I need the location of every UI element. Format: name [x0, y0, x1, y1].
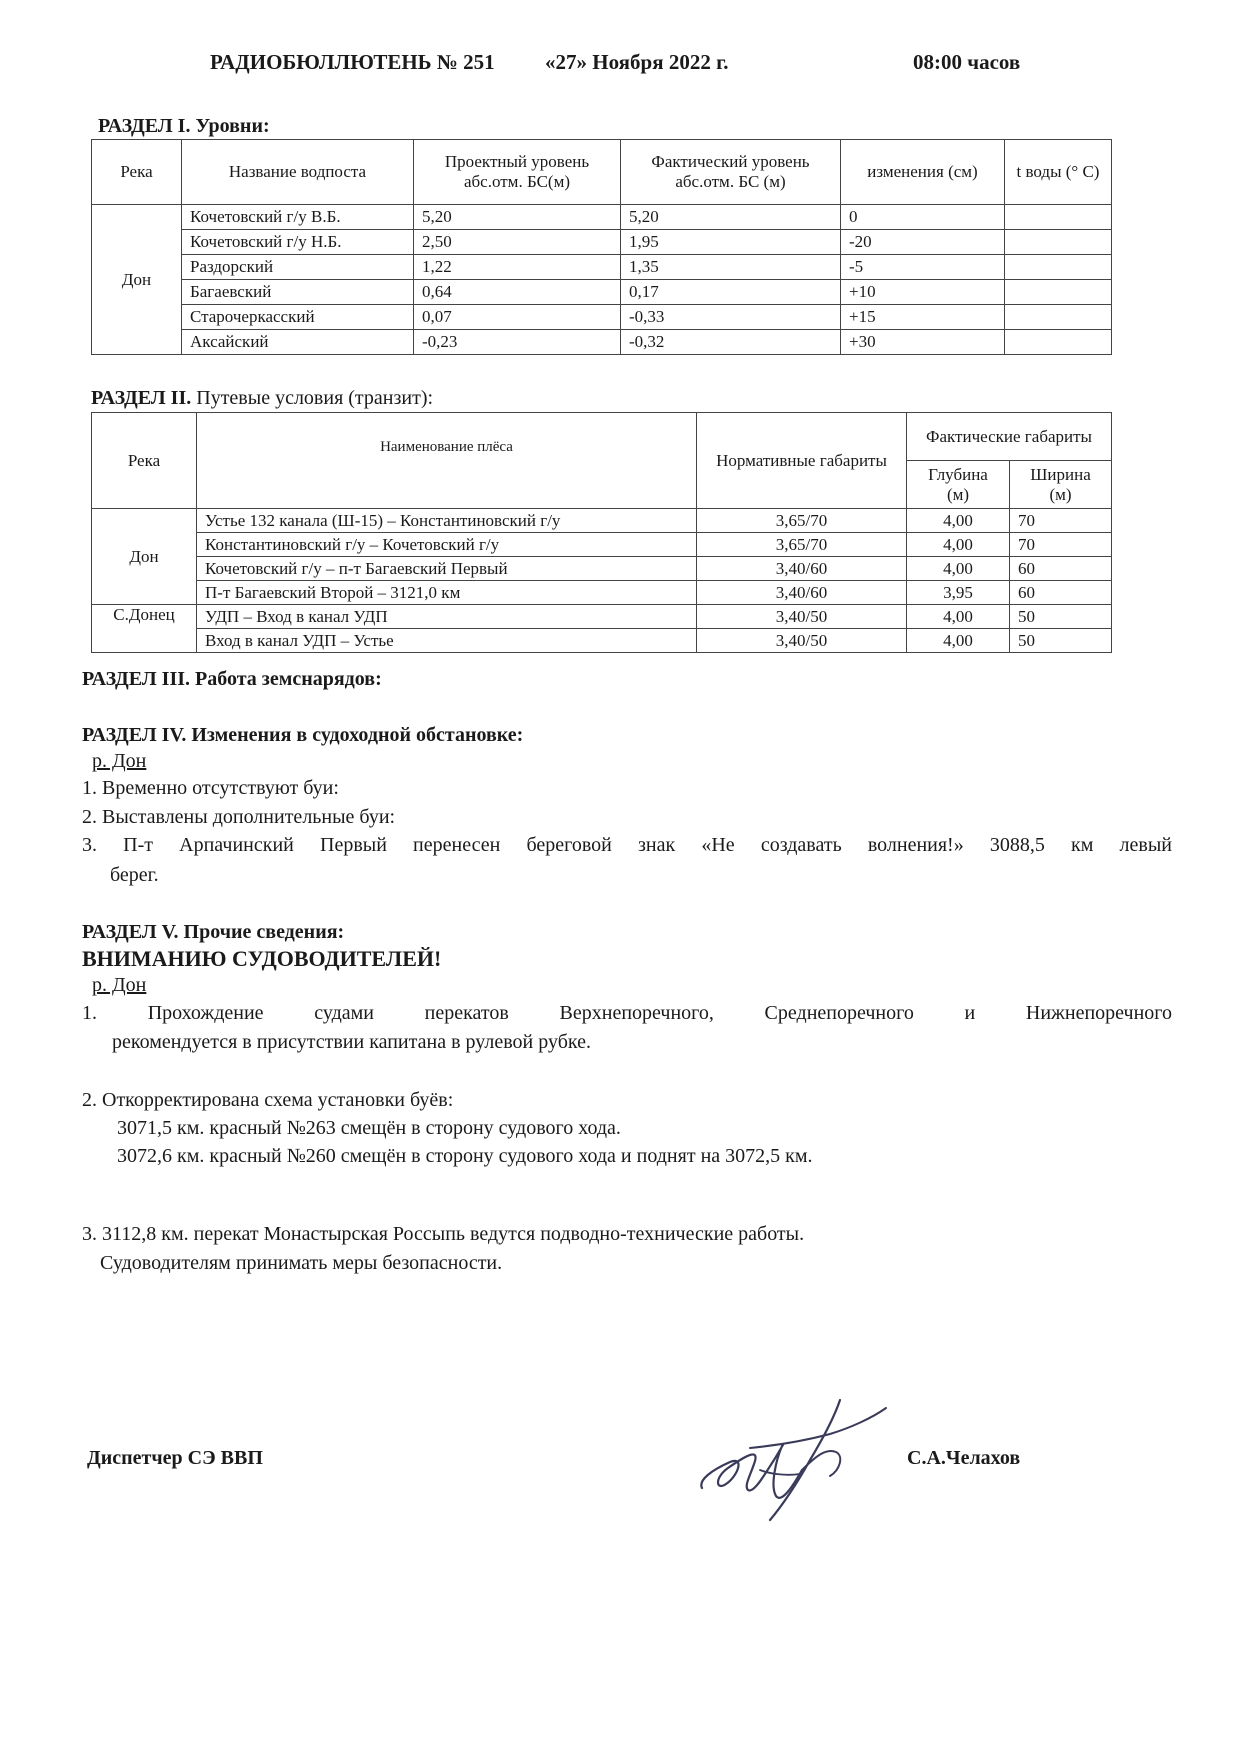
section1-heading: РАЗДЕЛ I. Уровни: — [98, 115, 270, 137]
levels-project: 5,20 — [414, 205, 621, 230]
levels-temp — [1005, 305, 1112, 330]
levels-project: -0,23 — [414, 330, 621, 355]
section4-river: р. Дон — [92, 750, 147, 772]
table-row — [92, 533, 1112, 557]
transit-col-reach: Наименование плёса — [197, 413, 697, 509]
transit-depth: 3,95 — [907, 581, 1010, 605]
transit-river-cell: С.Донец — [92, 605, 197, 653]
table-row — [92, 230, 1112, 255]
table-row — [92, 280, 1112, 305]
table-row — [92, 509, 1112, 533]
transit-table — [91, 412, 1112, 653]
levels-project: 0,07 — [414, 305, 621, 330]
levels-actual: 1,95 — [621, 230, 841, 255]
section5-item-2-line-3: 3072,6 км. красный №260 смещён в сторону судового хода и поднят на 3072,5 км. — [117, 1145, 813, 1167]
bulletin-date: «27» Ноября 2022 г. — [545, 50, 729, 74]
levels-temp — [1005, 255, 1112, 280]
section4-item-1: 1. Временно отсутствуют буи: — [82, 777, 339, 799]
transit-depth: 4,00 — [907, 629, 1010, 653]
table-row — [92, 205, 1112, 230]
transit-river-cell: Дон — [92, 509, 197, 605]
section4-item-3-line-1: 3. П-т Арпачинский Первый перенесен береговой знак «Не создавать волнения!» 3088,5 км левый — [82, 834, 1172, 856]
levels-river-cell: Дон — [92, 205, 182, 355]
section4-item-3-line-2: берег. — [110, 864, 159, 886]
table-row — [92, 255, 1112, 280]
section5-item-3-line-2: Судоводителям принимать меры безопасности. — [100, 1252, 503, 1274]
table-row — [92, 581, 1112, 605]
signature-image — [690, 1390, 900, 1530]
transit-reach: Константиновский г/у – Кочетовский г/у — [197, 533, 697, 557]
levels-actual: 0,17 — [621, 280, 841, 305]
levels-actual: -0,32 — [621, 330, 841, 355]
levels-col-actual: Фактический уровень абс.отм. БС (м) — [621, 140, 841, 205]
levels-table — [91, 139, 1112, 355]
transit-width: 60 — [1010, 581, 1112, 605]
bulletin-header — [210, 50, 1070, 80]
transit-width: 60 — [1010, 557, 1112, 581]
transit-width: 50 — [1010, 605, 1112, 629]
section5-item-3-line-1: 3. 3112,8 км. перекат Монастырская Россыпь ведутся подводно-технические работы. — [82, 1223, 805, 1245]
levels-col-temp: t воды (° С) — [1005, 140, 1112, 205]
transit-norm: 3,40/50 — [697, 605, 907, 629]
section5-heading: РАЗДЕЛ V. Прочие сведения: — [82, 921, 345, 943]
transit-col-river: Река — [92, 413, 197, 509]
attention-heading: ВНИМАНИЮ СУДОВОДИТЕЛЕЙ! — [82, 946, 442, 971]
transit-col-norm: Нормативные габариты — [697, 413, 907, 509]
levels-col-post: Название водпоста — [182, 140, 414, 205]
transit-reach: УДП – Вход в канал УДП — [197, 605, 697, 629]
transit-reach: Кочетовский г/у – п-т Багаевский Первый — [197, 557, 697, 581]
transit-depth: 4,00 — [907, 557, 1010, 581]
transit-norm: 3,40/60 — [697, 581, 907, 605]
transit-norm: 3,65/70 — [697, 509, 907, 533]
table-row — [92, 605, 1112, 629]
transit-reach: Вход в канал УДП – Устье — [197, 629, 697, 653]
levels-change: +30 — [841, 330, 1005, 355]
transit-col-depth: Глубина (м) — [907, 461, 1010, 509]
levels-change: -20 — [841, 230, 1005, 255]
transit-depth: 4,00 — [907, 605, 1010, 629]
transit-width: 50 — [1010, 629, 1112, 653]
section4-item-2: 2. Выставлены дополнительные буи: — [82, 806, 396, 828]
transit-reach: Устье 132 канала (Ш-15) – Константиновский г/у — [197, 509, 697, 533]
levels-actual: 1,35 — [621, 255, 841, 280]
transit-col-actual: Фактические габариты — [907, 413, 1112, 461]
table-row — [92, 305, 1112, 330]
section5-item-2-line-1: 2. Откорректирована схема установки буёв: — [82, 1089, 454, 1111]
table-row — [92, 629, 1112, 653]
levels-col-river: Река — [92, 140, 182, 205]
levels-change: -5 — [841, 255, 1005, 280]
levels-post: Багаевский — [182, 280, 414, 305]
levels-col-change: изменения (см) — [841, 140, 1005, 205]
transit-depth: 4,00 — [907, 533, 1010, 557]
transit-col-width: Ширина (м) — [1010, 461, 1112, 509]
section2-heading-title: Путевые условия (транзит): — [191, 387, 434, 409]
table-row — [92, 330, 1112, 355]
section5-river: р. Дон — [92, 974, 147, 996]
section2-heading — [91, 387, 433, 410]
levels-actual: -0,33 — [621, 305, 841, 330]
levels-temp — [1005, 230, 1112, 255]
transit-width: 70 — [1010, 533, 1112, 557]
dispatcher-title: Диспетчер СЭ ВВП — [87, 1447, 263, 1469]
levels-change: +10 — [841, 280, 1005, 305]
section5-item-2-line-2: 3071,5 км. красный №263 смещён в сторону судового хода. — [117, 1117, 621, 1139]
section5-item-1-line-2: рекомендуется в присутствии капитана в рулевой рубке. — [112, 1031, 591, 1053]
levels-temp — [1005, 205, 1112, 230]
levels-temp — [1005, 330, 1112, 355]
transit-norm: 3,40/60 — [697, 557, 907, 581]
levels-temp — [1005, 280, 1112, 305]
section2-heading-number: РАЗДЕЛ II. — [91, 387, 192, 409]
bulletin-title: РАДИОБЮЛЛЮТЕНЬ № 251 — [210, 50, 495, 74]
transit-norm: 3,65/70 — [697, 533, 907, 557]
levels-post: Аксайский — [182, 330, 414, 355]
levels-change: 0 — [841, 205, 1005, 230]
levels-post: Кочетовский г/у Н.Б. — [182, 230, 414, 255]
section4-heading: РАЗДЕЛ IV. Изменения в судоходной обстановке: — [82, 724, 524, 746]
levels-post: Старочеркасский — [182, 305, 414, 330]
section5-item-1-line-1: 1. Прохождение судами перекатов Верхнепоречного, Среднепоречного и Нижнепоречного — [82, 1002, 1172, 1024]
bulletin-time: 08:00 часов — [913, 50, 1021, 74]
transit-norm: 3,40/50 — [697, 629, 907, 653]
signatory-name: С.А.Челахов — [907, 1447, 1021, 1469]
levels-project: 1,22 — [414, 255, 621, 280]
table-row — [92, 557, 1112, 581]
levels-change: +15 — [841, 305, 1005, 330]
levels-project: 0,64 — [414, 280, 621, 305]
levels-post: Кочетовский г/у В.Б. — [182, 205, 414, 230]
transit-width: 70 — [1010, 509, 1112, 533]
transit-reach: П-т Багаевский Второй – 3121,0 км — [197, 581, 697, 605]
levels-col-project: Проектный уровень абс.отм. БС(м) — [414, 140, 621, 205]
levels-project: 2,50 — [414, 230, 621, 255]
transit-depth: 4,00 — [907, 509, 1010, 533]
section3-heading: РАЗДЕЛ III. Работа земснарядов: — [82, 668, 382, 690]
levels-post: Раздорский — [182, 255, 414, 280]
levels-actual: 5,20 — [621, 205, 841, 230]
